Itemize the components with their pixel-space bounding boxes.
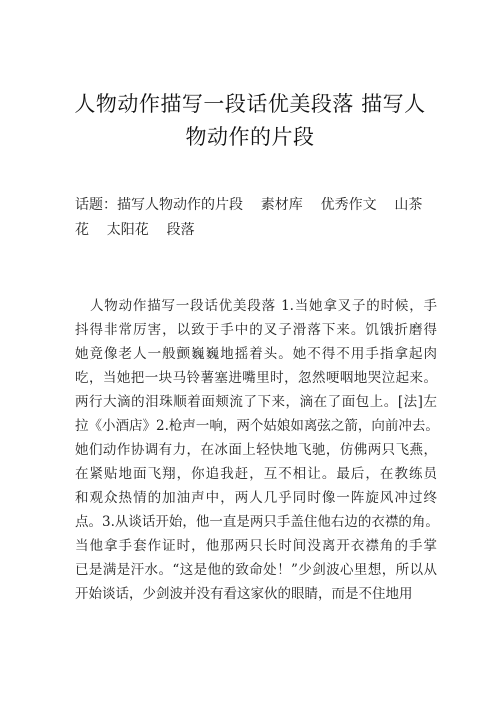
title-line: 人物动作描写一段话优美段落 描写人 [74,92,426,116]
tags-line: 话题：描写人物动作的片段 素材库 优秀作文 山茶 [75,197,423,213]
body-line: 吃，当她把一块马铃薯塞进嘴里时，忽然哽咽地哭泣起来。 [75,370,437,386]
body-line: 人物动作描写一段话优美段落 1.当她拿叉子的时候，手 [90,298,437,314]
title-line: 物动作的片段 [185,125,315,149]
body-line: 已是满是汗水。“这是他的致命处！”少剑波心里想，所以从 [75,562,437,578]
body-line: 点。3.从谈话开始，他一直是两只手盖住他右边的衣襟的角。 [75,514,439,530]
tags-line: 花 太阳花 段落 [75,222,195,238]
body-line: 她们动作协调有力，在冰面上轻快地飞驰，仿佛两只飞燕， [75,442,437,458]
body-line: 和观众热情的加油声中，两人几乎同时像一阵旋风冲过终 [75,490,437,506]
topic-tags [75,193,435,243]
document-title [60,88,440,154]
body-line: 拉《小酒店》2.枪声一响，两个姑娘如离弦之箭，向前冲去。 [75,418,439,434]
body-line: 开始谈话，少剑波并没有看这家伙的眼睛，而是不住地用 [75,586,413,602]
body-line: 当他拿手套作证时，他那两只长时间没离开衣襟角的手掌 [75,538,437,554]
body-line: 在紧贴地面飞翔，你追我赶，互不相让。最后，在教练员 [75,466,437,482]
body-paragraph [75,294,437,606]
body-line: 抖得非常厉害，以致于手中的叉子滑落下来。饥饿折磨得 [75,322,437,338]
body-line: 两行大滴的泪珠顺着面颊流了下来，滴在了面包上。[法]左 [75,394,437,410]
body-line: 她竟像老人一般颤巍巍地摇着头。她不得不用手指拿起肉 [75,346,437,362]
